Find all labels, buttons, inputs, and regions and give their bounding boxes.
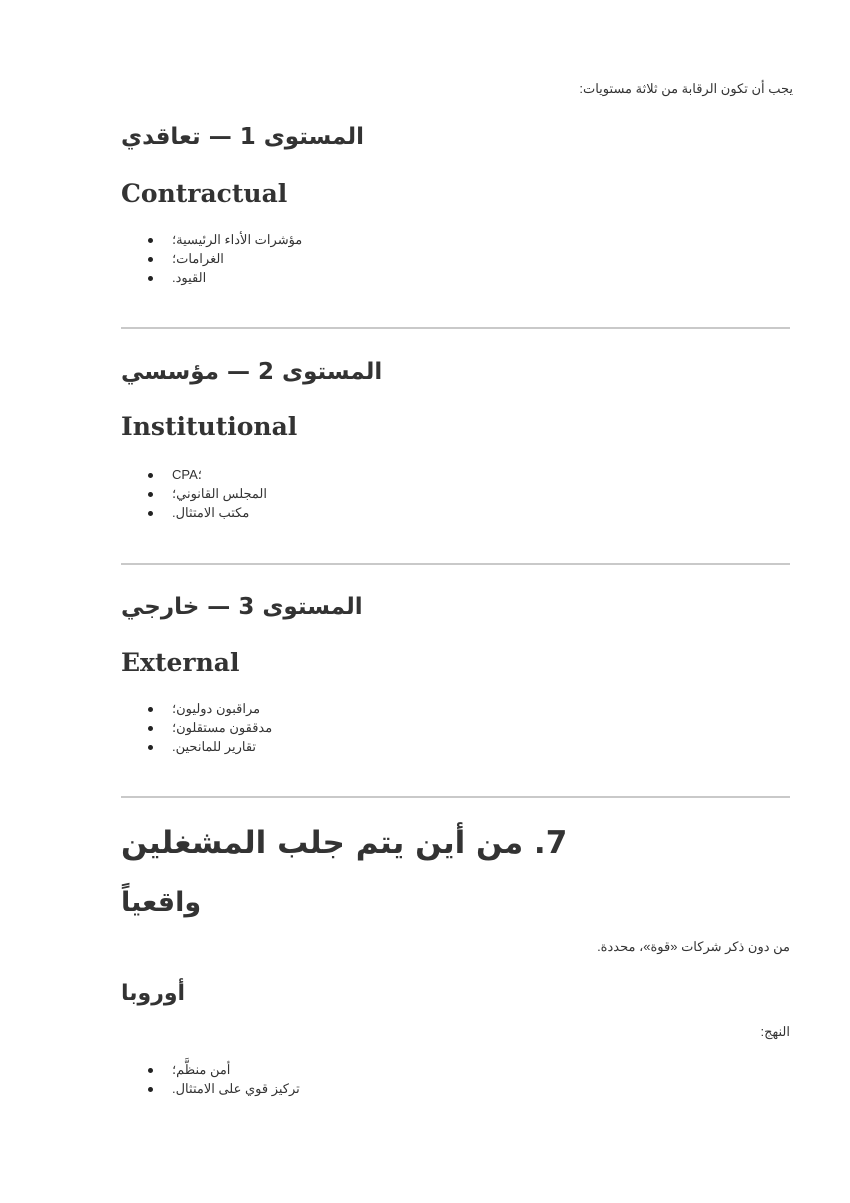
bullet-icon	[148, 276, 153, 281]
section-divider	[121, 563, 790, 565]
bullet-icon	[148, 707, 153, 712]
section-7-heading: 7. من أين يتم جلب المشغلين	[121, 825, 568, 861]
bullet-icon	[148, 257, 153, 262]
list-item: مراقبون دوليون؛	[148, 699, 272, 718]
intro-text: يجب أن تكون الرقابة من ثلاثة مستويات:	[579, 81, 793, 96]
level-2-title-ar: المستوى 2 — مؤسسي	[121, 359, 383, 385]
list-item: الغرامات؛	[148, 249, 302, 268]
section-divider	[121, 796, 790, 798]
bullet-icon	[148, 238, 153, 243]
list-item: القيود.	[148, 268, 302, 287]
bullet-icon	[148, 511, 153, 516]
europe-list	[148, 1060, 300, 1098]
bullet-icon	[148, 1068, 153, 1073]
level-3-list	[148, 699, 272, 756]
approach-label: النهج:	[760, 1024, 790, 1039]
bullet-icon	[148, 1087, 153, 1092]
bullet-icon	[148, 726, 153, 731]
section-7-subheading: واقعياً	[121, 887, 202, 918]
level-3-title-ar: المستوى 3 — خارجي	[121, 594, 363, 620]
list-item: المجلس القانوني؛	[148, 484, 267, 503]
list-item: مكتب الامتثال.	[148, 503, 267, 522]
bullet-icon	[148, 745, 153, 750]
bullet-icon	[148, 492, 153, 497]
list-item: مؤشرات الأداء الرئيسية؛	[148, 230, 302, 249]
level-1-list	[148, 230, 302, 287]
level-1-title-ar: المستوى 1 — تعاقدي	[121, 124, 364, 150]
level-2-title-en: Institutional	[121, 412, 298, 441]
list-item: تقارير للمانحين.	[148, 737, 272, 756]
list-item: CPA؛	[148, 465, 267, 484]
list-item: أمن منظَّم؛	[148, 1060, 300, 1079]
list-item: مدققون مستقلون؛	[148, 718, 272, 737]
section-divider	[121, 327, 790, 329]
section-7-note: من دون ذكر شركات «قوة»، محددة.	[597, 939, 790, 954]
europe-heading: أوروبا	[121, 981, 186, 1006]
level-1-title-en: Contractual	[121, 179, 288, 208]
bullet-icon	[148, 473, 153, 478]
level-2-list	[148, 465, 267, 522]
level-3-title-en: External	[121, 648, 240, 677]
list-item: تركيز قوي على الامتثال.	[148, 1079, 300, 1098]
